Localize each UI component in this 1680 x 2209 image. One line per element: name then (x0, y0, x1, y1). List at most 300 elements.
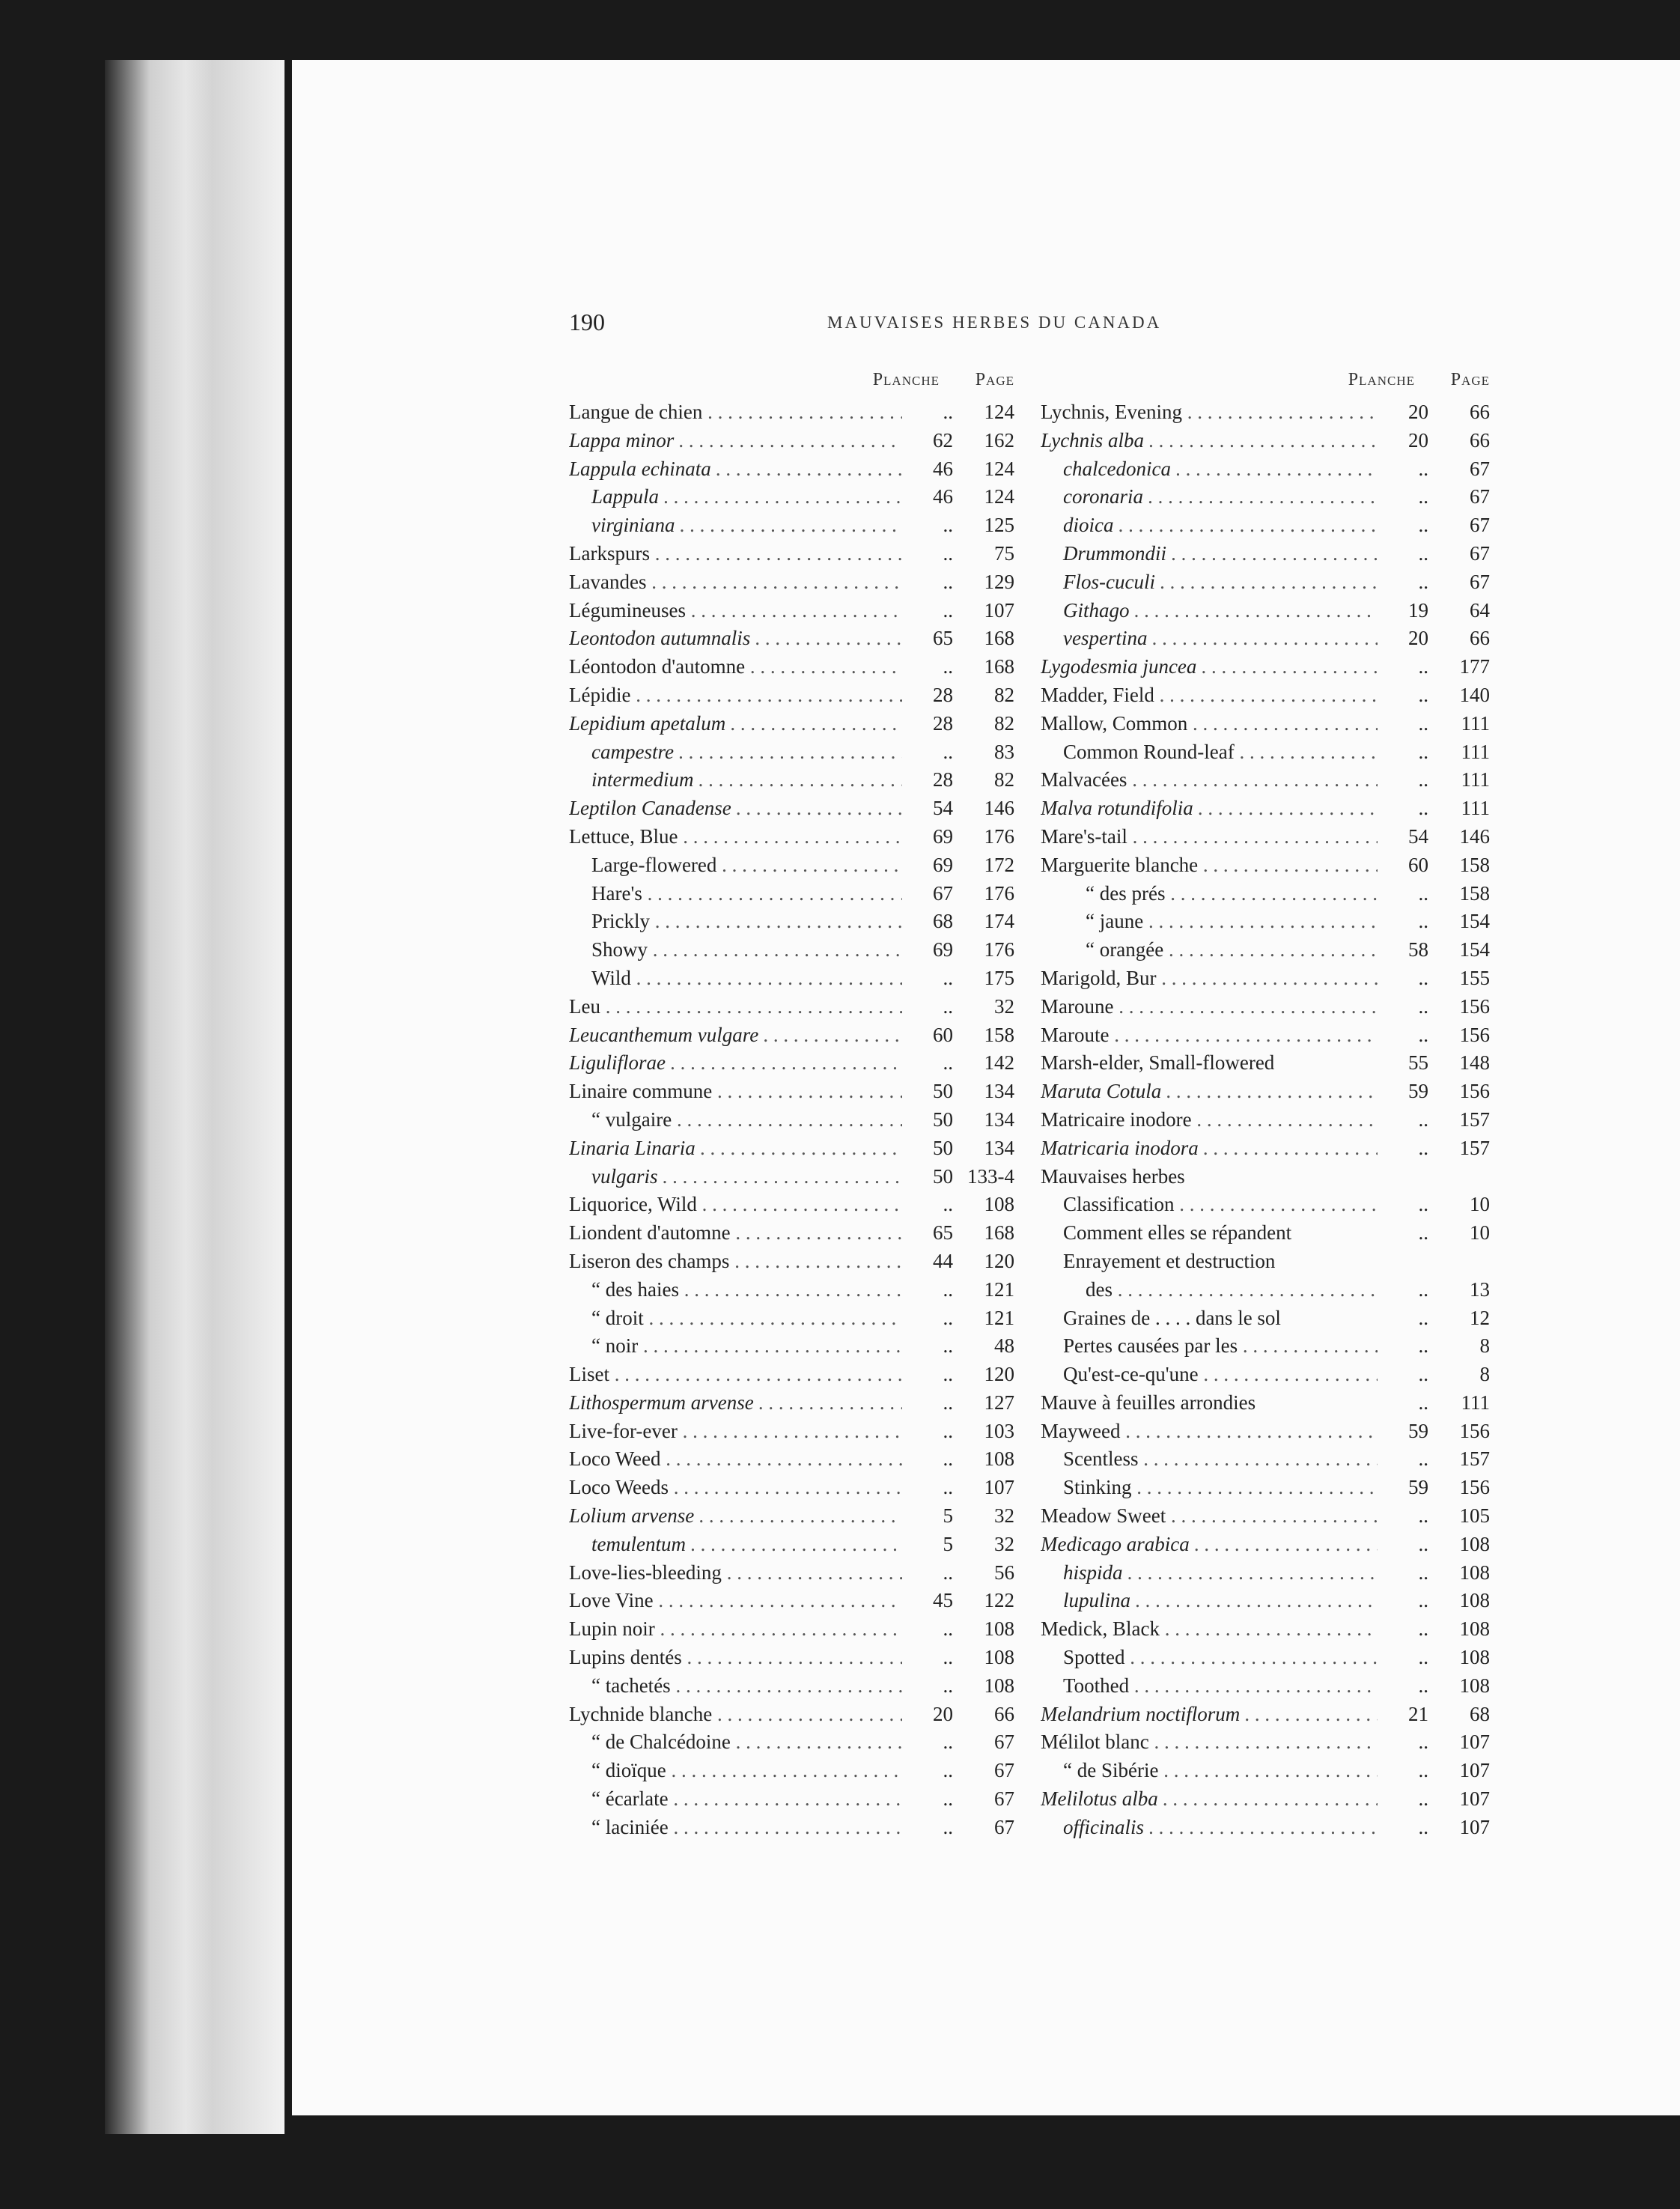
entry-page: 108 (984, 1646, 1014, 1669)
index-entry (1041, 851, 1490, 880)
entry-plate: .. (1418, 541, 1428, 565)
index-entry (1041, 823, 1490, 851)
entry-page: 107 (984, 598, 1014, 622)
entry-plate: .. (1418, 740, 1428, 763)
entry-name: Large-flowered . . . (569, 851, 902, 880)
entry-plate: .. (1418, 1815, 1428, 1838)
entry-name: “ des prés . . . (1041, 880, 1378, 908)
entry-page: 122 (984, 1589, 1014, 1612)
entry-name: “ tachetés . . . (569, 1672, 902, 1701)
entry-name: Showy . . . (569, 936, 902, 964)
entry-page: 156 (1459, 1419, 1490, 1442)
entry-name: des . . . (1041, 1276, 1378, 1304)
entry-name: Classification . . . (1041, 1191, 1378, 1219)
entry-page: 146 (984, 797, 1014, 820)
index-column-right (1041, 370, 1490, 1842)
entry-plate: .. (1418, 1646, 1428, 1669)
entry-name: Lygodesmia juncea . . . (1041, 653, 1378, 681)
entry-name: Toothed . . . (1041, 1672, 1378, 1701)
entry-page: 111 (1461, 768, 1490, 791)
entry-plate: .. (1418, 768, 1428, 791)
book-page-edges (105, 60, 284, 2134)
index-entry (569, 398, 1014, 427)
entry-name: Matricaria inodora . . . (1041, 1134, 1378, 1163)
entry-name: “ jaune . . . (1041, 908, 1378, 936)
index-entry (1041, 1191, 1490, 1219)
entry-plate: 62 (933, 428, 953, 452)
entry-name: Mélilot blanc . . . (1041, 1728, 1378, 1757)
index-entry (569, 1276, 1014, 1304)
entry-name: Lupin noir . . . (569, 1615, 902, 1644)
index-entry (1041, 794, 1490, 823)
entry-plate: 60 (1408, 853, 1428, 876)
entry-name: dioica . . . (1041, 511, 1378, 540)
entry-name: Stinking . . . (1041, 1474, 1378, 1502)
index-entry (1041, 936, 1490, 964)
entry-page: 67 (1470, 570, 1490, 593)
index-entry (569, 1531, 1014, 1559)
index-entry (1041, 597, 1490, 625)
entry-page: 156 (1459, 1476, 1490, 1499)
entry-plate: .. (1418, 797, 1428, 820)
entry-plate: 59 (1408, 1419, 1428, 1442)
entry-page: 176 (984, 881, 1014, 905)
entry-name: Linaria Linaria . . . (569, 1134, 902, 1163)
entry-name: Léontodon d'automne . . . (569, 653, 902, 681)
entry-plate: .. (1418, 485, 1428, 508)
entry-name: Mallow, Common . . . (1041, 710, 1378, 738)
index-entry (1041, 1078, 1490, 1106)
entry-name: Hare's . . . (569, 880, 902, 908)
entry-page: 158 (1459, 853, 1490, 876)
entry-plate: .. (1418, 1617, 1428, 1641)
entry-name: hispida . . . (1041, 1559, 1378, 1587)
entry-name: “ vulgaire . . . (569, 1106, 902, 1134)
entry-page: 107 (1459, 1731, 1490, 1754)
entry-plate: .. (943, 1363, 953, 1386)
entry-name: officinalis . . . (1041, 1814, 1378, 1842)
entry-page: 120 (984, 1249, 1014, 1272)
entry-plate: 20 (1408, 428, 1428, 452)
entry-page: 157 (1459, 1107, 1490, 1131)
entry-name: Lithospermum arvense . . . (569, 1389, 902, 1418)
index-entry (569, 1445, 1014, 1474)
entry-name: Spotted . . . (1041, 1644, 1378, 1672)
entry-name: Lupins dentés . . . (569, 1644, 902, 1672)
entry-plate: .. (1418, 1504, 1428, 1528)
entry-plate: 65 (933, 627, 953, 650)
column-header (1041, 370, 1490, 398)
entry-page: 175 (984, 966, 1014, 989)
entry-page: 174 (984, 910, 1014, 933)
entry-plate: .. (1418, 683, 1428, 706)
entry-page: 82 (994, 768, 1014, 791)
entry-name: “ orangée . . . (1041, 936, 1378, 964)
entry-page: 133-4 (967, 1164, 1014, 1188)
entry-name: Madder, Field . . . (1041, 681, 1378, 710)
index-entry (1041, 1134, 1490, 1163)
entry-name: “ de Sibérie . . . (1041, 1757, 1378, 1785)
entry-name: Lychnis alba . . . (1041, 427, 1378, 455)
index-entry (569, 1248, 1014, 1276)
entry-page: 67 (994, 1815, 1014, 1838)
entry-page: 67 (994, 1787, 1014, 1811)
entry-plate: 68 (933, 910, 953, 933)
index-entry (1041, 1445, 1490, 1474)
entry-page: 68 (1470, 1702, 1490, 1725)
entry-plate: .. (943, 966, 953, 989)
entry-page: 154 (1459, 938, 1490, 961)
entry-page: 108 (1459, 1589, 1490, 1612)
index-entry (569, 1615, 1014, 1644)
entry-plate: .. (1418, 910, 1428, 933)
index-entry (569, 1361, 1014, 1389)
index-entry (569, 1757, 1014, 1785)
entry-page: 107 (984, 1476, 1014, 1499)
entry-plate: 67 (933, 881, 953, 905)
entry-plate: 46 (933, 457, 953, 480)
entry-name: Live-for-ever . . . (569, 1418, 902, 1446)
entry-plate: 50 (933, 1136, 953, 1159)
entry-page: 156 (1459, 994, 1490, 1018)
entry-page: 107 (1459, 1815, 1490, 1838)
entry-name: Lychnis, Evening . . . (1041, 398, 1378, 427)
entry-name: lupulina . . . (1041, 1587, 1378, 1615)
entry-name: Loco Weed . . . (569, 1445, 902, 1474)
index-entry (1041, 427, 1490, 455)
entry-plate: .. (1418, 1136, 1428, 1159)
index-entry (1041, 1021, 1490, 1050)
entry-page: 176 (984, 938, 1014, 961)
entry-page: 107 (1459, 1759, 1490, 1782)
entry-plate: .. (943, 1759, 953, 1782)
entry-page: 66 (1470, 428, 1490, 452)
index-entry (569, 1134, 1014, 1163)
page-header-label: Page (1450, 370, 1490, 389)
entry-page: 108 (984, 1447, 1014, 1471)
entry-name: Githago . . . (1041, 597, 1378, 625)
index-entry (1041, 738, 1490, 767)
entry-plate: 50 (933, 1164, 953, 1188)
entry-page: 121 (984, 1306, 1014, 1329)
entry-plate: 50 (933, 1080, 953, 1103)
index-entry (1041, 1531, 1490, 1559)
entry-page: 156 (1459, 1023, 1490, 1046)
entry-page: 56 (994, 1561, 1014, 1584)
index-entry (1041, 625, 1490, 653)
entry-plate: .. (1418, 1589, 1428, 1612)
entry-name: Meadow Sweet . . . (1041, 1502, 1378, 1531)
index-entry (569, 1644, 1014, 1672)
index-entry (569, 1389, 1014, 1418)
entry-name: Mauvaises herbes (1041, 1164, 1185, 1188)
entry-name: campestre . . . (569, 738, 902, 767)
entry-name: Love Vine . . . (569, 1587, 902, 1615)
index-entry (1041, 710, 1490, 738)
entry-page: 108 (1459, 1646, 1490, 1669)
entry-plate: .. (1418, 1532, 1428, 1555)
entry-page: 32 (994, 1504, 1014, 1528)
entry-name: Marsh-elder, Small-flowered (1041, 1051, 1275, 1075)
entry-plate: 58 (1408, 938, 1428, 961)
entry-plate: 20 (1408, 627, 1428, 650)
entry-name: Linaire commune . . . (569, 1078, 902, 1106)
entry-page: 111 (1461, 1391, 1490, 1414)
entry-name: Melandrium noctiflorum . . . (1041, 1701, 1378, 1729)
entry-page: 177 (1459, 655, 1490, 678)
index-entry (1041, 1049, 1490, 1078)
entry-page: 13 (1470, 1277, 1490, 1301)
index-entry (569, 1672, 1014, 1701)
entry-plate: .. (943, 1476, 953, 1499)
index-entry (1041, 1418, 1490, 1446)
entry-plate: 20 (1408, 401, 1428, 423)
entry-plate: .. (1418, 966, 1428, 989)
page-header (569, 309, 1318, 338)
entry-plate: 54 (1408, 824, 1428, 848)
entry-plate: .. (943, 1787, 953, 1811)
entry-name: Comment elles se répandent (1063, 1221, 1292, 1245)
entry-plate: .. (943, 1334, 953, 1358)
entry-name: Medick, Black . . . (1041, 1615, 1378, 1644)
index-entry (569, 851, 1014, 880)
entry-page: 168 (984, 627, 1014, 650)
entry-page: 140 (1459, 683, 1490, 706)
entry-page: 176 (984, 824, 1014, 848)
entry-plate: .. (1418, 1363, 1428, 1386)
entry-plate: .. (943, 1051, 953, 1075)
entry-name: Medicago arabica . . . (1041, 1531, 1378, 1559)
index-entry (569, 1701, 1014, 1729)
entry-page: 134 (984, 1136, 1014, 1159)
index-entry (569, 823, 1014, 851)
entry-page: 108 (1459, 1532, 1490, 1555)
index-entry (569, 1219, 1014, 1248)
entry-page: 162 (984, 428, 1014, 452)
entry-name: Enrayement et destruction (1063, 1249, 1276, 1272)
index-entry (1041, 681, 1490, 710)
entry-page: 125 (984, 514, 1014, 537)
entry-page: 48 (994, 1334, 1014, 1358)
index-entry (569, 1728, 1014, 1757)
entry-page: 111 (1461, 740, 1490, 763)
entry-plate: .. (1418, 1221, 1428, 1245)
index-entry (569, 597, 1014, 625)
entry-plate: 59 (1408, 1476, 1428, 1499)
entry-plate: .. (943, 541, 953, 565)
index-entry (569, 1021, 1014, 1050)
entry-name: Pertes causées par les . . . (1041, 1332, 1378, 1361)
entry-page: 148 (1459, 1051, 1490, 1075)
index-entry (569, 1078, 1014, 1106)
entry-plate: 5 (943, 1504, 953, 1528)
entry-plate: .. (943, 1447, 953, 1471)
entry-plate: .. (1418, 1277, 1428, 1301)
index-entry (569, 1559, 1014, 1587)
entry-page: 66 (1470, 401, 1490, 423)
entry-name: “ des haies . . . (569, 1276, 902, 1304)
entry-name: Légumineuses . . . (569, 597, 902, 625)
entry-plate: .. (1418, 1674, 1428, 1697)
entry-page: 124 (984, 457, 1014, 480)
entry-page: 10 (1470, 1221, 1490, 1245)
entry-name: Liquorice, Wild . . . (569, 1191, 902, 1219)
entry-name: Malva rotundifolia . . . (1041, 794, 1378, 823)
index-entry (569, 993, 1014, 1021)
entry-name: Lépidie . . . (569, 681, 902, 710)
entry-page: 121 (984, 1277, 1014, 1301)
entry-name: Liset . . . (569, 1361, 902, 1389)
entry-plate: 28 (933, 683, 953, 706)
entry-plate: .. (1418, 1447, 1428, 1471)
entry-name: Marigold, Bur . . . (1041, 964, 1378, 993)
index-entry (1041, 483, 1490, 511)
entry-plate: .. (1418, 1306, 1428, 1329)
entry-plate: .. (1418, 1759, 1428, 1782)
entry-plate: 20 (933, 1702, 953, 1725)
entry-name: vulgaris . . . (569, 1163, 902, 1191)
entry-page: 67 (994, 1759, 1014, 1782)
entry-page: 172 (984, 853, 1014, 876)
index-entry (569, 540, 1014, 568)
entry-page: 168 (984, 1221, 1014, 1245)
entry-name: Lolium arvense . . . (569, 1502, 902, 1531)
index-entry (569, 1049, 1014, 1078)
entry-name: Lappa minor . . . (569, 427, 902, 455)
entry-plate: .. (1418, 994, 1428, 1018)
entry-name: Common Round-leaf . . . (1041, 738, 1378, 767)
entry-page: 157 (1459, 1447, 1490, 1471)
entry-plate: .. (1418, 1107, 1428, 1131)
entry-page: 134 (984, 1080, 1014, 1103)
entry-plate: .. (943, 401, 953, 423)
index-entry (569, 483, 1014, 511)
entry-plate: .. (1418, 570, 1428, 593)
index-entry (569, 427, 1014, 455)
index-entry (1041, 1276, 1490, 1304)
entry-plate: .. (943, 1277, 953, 1301)
entry-page: 67 (1470, 457, 1490, 480)
index-entry (569, 908, 1014, 936)
entry-page: 154 (1459, 910, 1490, 933)
entry-name: Lychnide blanche . . . (569, 1701, 902, 1729)
entry-page: 142 (984, 1051, 1014, 1075)
entry-page: 129 (984, 570, 1014, 593)
entry-name: Langue de chien . . . (569, 398, 902, 427)
index-entry (569, 738, 1014, 767)
index-entry (569, 1106, 1014, 1134)
entry-page: 82 (994, 683, 1014, 706)
entry-name: Wild . . . (569, 964, 902, 993)
index-entry (1041, 455, 1490, 484)
entry-page: 67 (1470, 514, 1490, 537)
index-entry (1041, 1559, 1490, 1587)
entry-page: 82 (994, 711, 1014, 735)
index-entry (569, 936, 1014, 964)
entry-name: virginiana . . . (569, 511, 902, 540)
running-head: MAUVAISES HERBES DU CANADA (827, 313, 1162, 332)
entry-plate: 69 (933, 824, 953, 848)
index-entry (1041, 1219, 1490, 1248)
index-entry (569, 710, 1014, 738)
entry-name: Qu'est-ce-qu'une . . . (1041, 1361, 1378, 1389)
index-entry (569, 1418, 1014, 1446)
index-entry (569, 1304, 1014, 1333)
plate-header: Planche (872, 370, 940, 389)
entry-name: Melilotus alba . . . (1041, 1785, 1378, 1814)
entry-name: “ dioïque . . . (569, 1757, 902, 1785)
entry-name: Matricaire inodore . . . (1041, 1106, 1378, 1134)
entry-page: 108 (1459, 1617, 1490, 1641)
entry-plate: 19 (1408, 598, 1428, 622)
entry-plate: .. (1418, 1193, 1428, 1216)
entry-page: 127 (984, 1391, 1014, 1414)
entry-plate: .. (1418, 655, 1428, 678)
column-header (569, 370, 1014, 398)
entry-name: Drummondii . . . (1041, 540, 1378, 568)
entry-plate: .. (1418, 514, 1428, 537)
entry-page: 134 (984, 1107, 1014, 1131)
index-entry (1041, 1672, 1490, 1701)
entry-plate: .. (943, 1419, 953, 1442)
entry-page: 156 (1459, 1080, 1490, 1103)
entry-name: vespertina . . . (1041, 625, 1378, 653)
entry-plate: .. (1418, 1731, 1428, 1754)
entry-page: 146 (1459, 824, 1490, 848)
entry-name: Lappula . . . (569, 483, 902, 511)
entry-name: Mare's-tail . . . (1041, 823, 1378, 851)
entry-name: Lappula echinata . . . (569, 455, 902, 484)
entry-plate: 5 (943, 1532, 953, 1555)
entry-plate: 69 (933, 853, 953, 876)
entry-page: 75 (994, 541, 1014, 565)
index-entry (1041, 1332, 1490, 1361)
entry-plate: 28 (933, 711, 953, 735)
entry-page: 12 (1470, 1306, 1490, 1329)
entry-plate: 60 (933, 1023, 953, 1046)
index-entry (1041, 1474, 1490, 1502)
index-entry (1041, 766, 1490, 794)
entry-name: Maruta Cotula . . . (1041, 1078, 1378, 1106)
entry-name: Leontodon autumnalis . . . (569, 625, 902, 653)
index-entry (1041, 993, 1490, 1021)
entry-name: “ de Chalcédoine . . . (569, 1728, 902, 1757)
index-entry (569, 455, 1014, 484)
entry-plate: .. (943, 740, 953, 763)
index-entry (1041, 1361, 1490, 1389)
index-entry (1041, 1701, 1490, 1729)
index-entry (1041, 964, 1490, 993)
entry-page: 111 (1461, 797, 1490, 820)
entry-plate: .. (943, 1815, 953, 1838)
entry-name: Leu . . . (569, 993, 902, 1021)
index-entry (1041, 568, 1490, 597)
index-entry (569, 1474, 1014, 1502)
entry-page: 111 (1461, 711, 1490, 735)
index-entry (1041, 1163, 1490, 1191)
index-entry (1041, 1248, 1490, 1276)
entry-page: 64 (1470, 598, 1490, 622)
entry-plate: .. (943, 1391, 953, 1414)
entry-page: 108 (984, 1674, 1014, 1697)
entry-plate: 69 (933, 938, 953, 961)
index-entry (1041, 1106, 1490, 1134)
entry-plate: 45 (933, 1589, 953, 1612)
plate-header: Planche (1348, 370, 1415, 389)
entry-name: chalcedonica . . . (1041, 455, 1378, 484)
entry-name: Scentless . . . (1041, 1445, 1378, 1474)
entry-page: 8 (1479, 1334, 1490, 1358)
